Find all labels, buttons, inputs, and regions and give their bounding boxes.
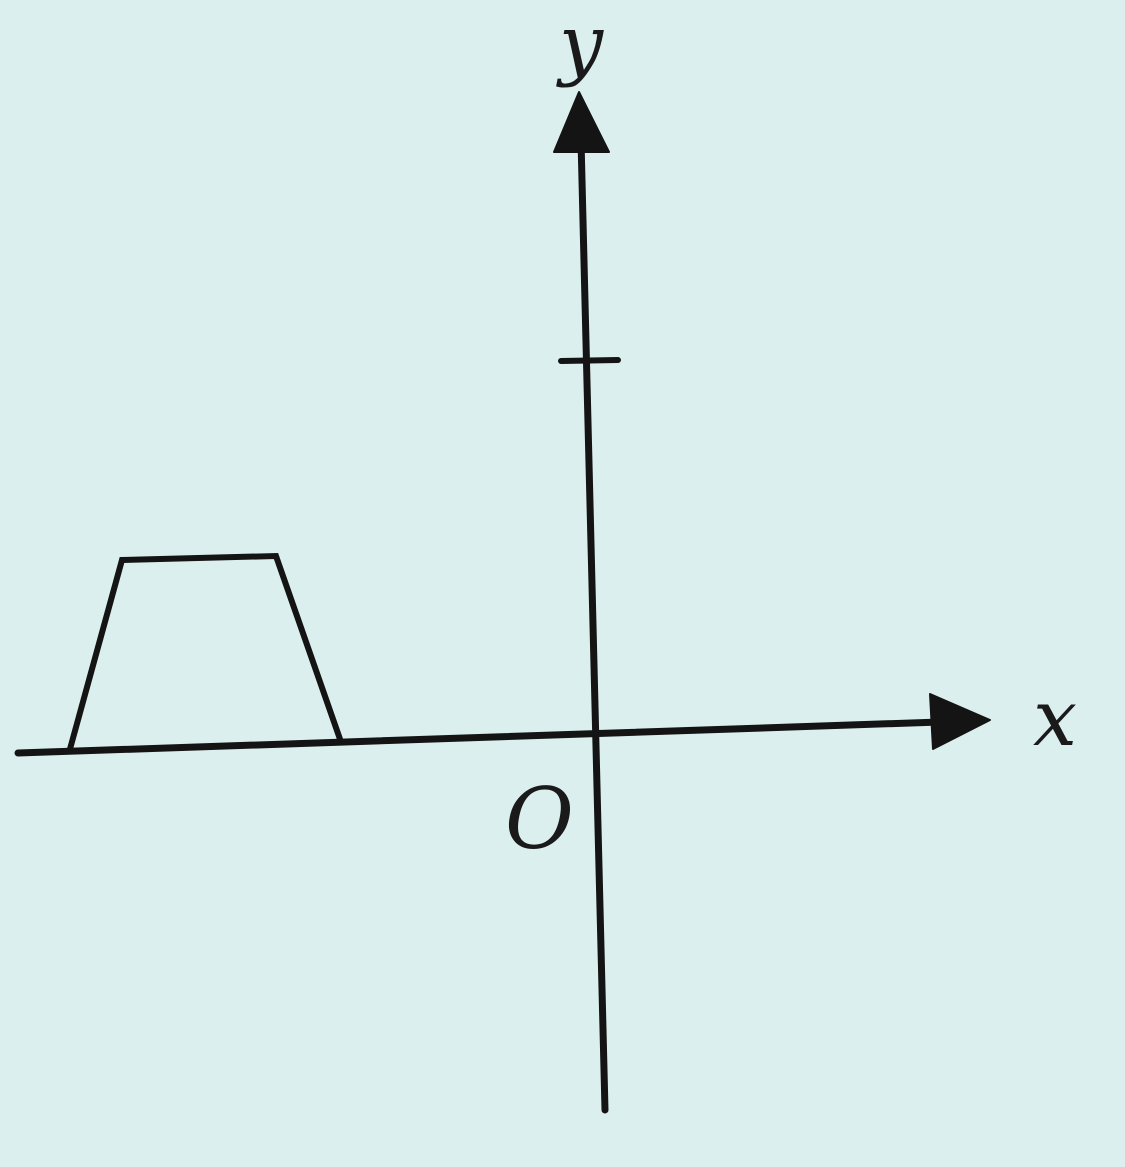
y-axis-tick: [561, 360, 618, 361]
y-axis-label: y: [559, 0, 604, 89]
x-axis-label: x: [1033, 674, 1077, 764]
origin-label: O: [505, 770, 574, 868]
